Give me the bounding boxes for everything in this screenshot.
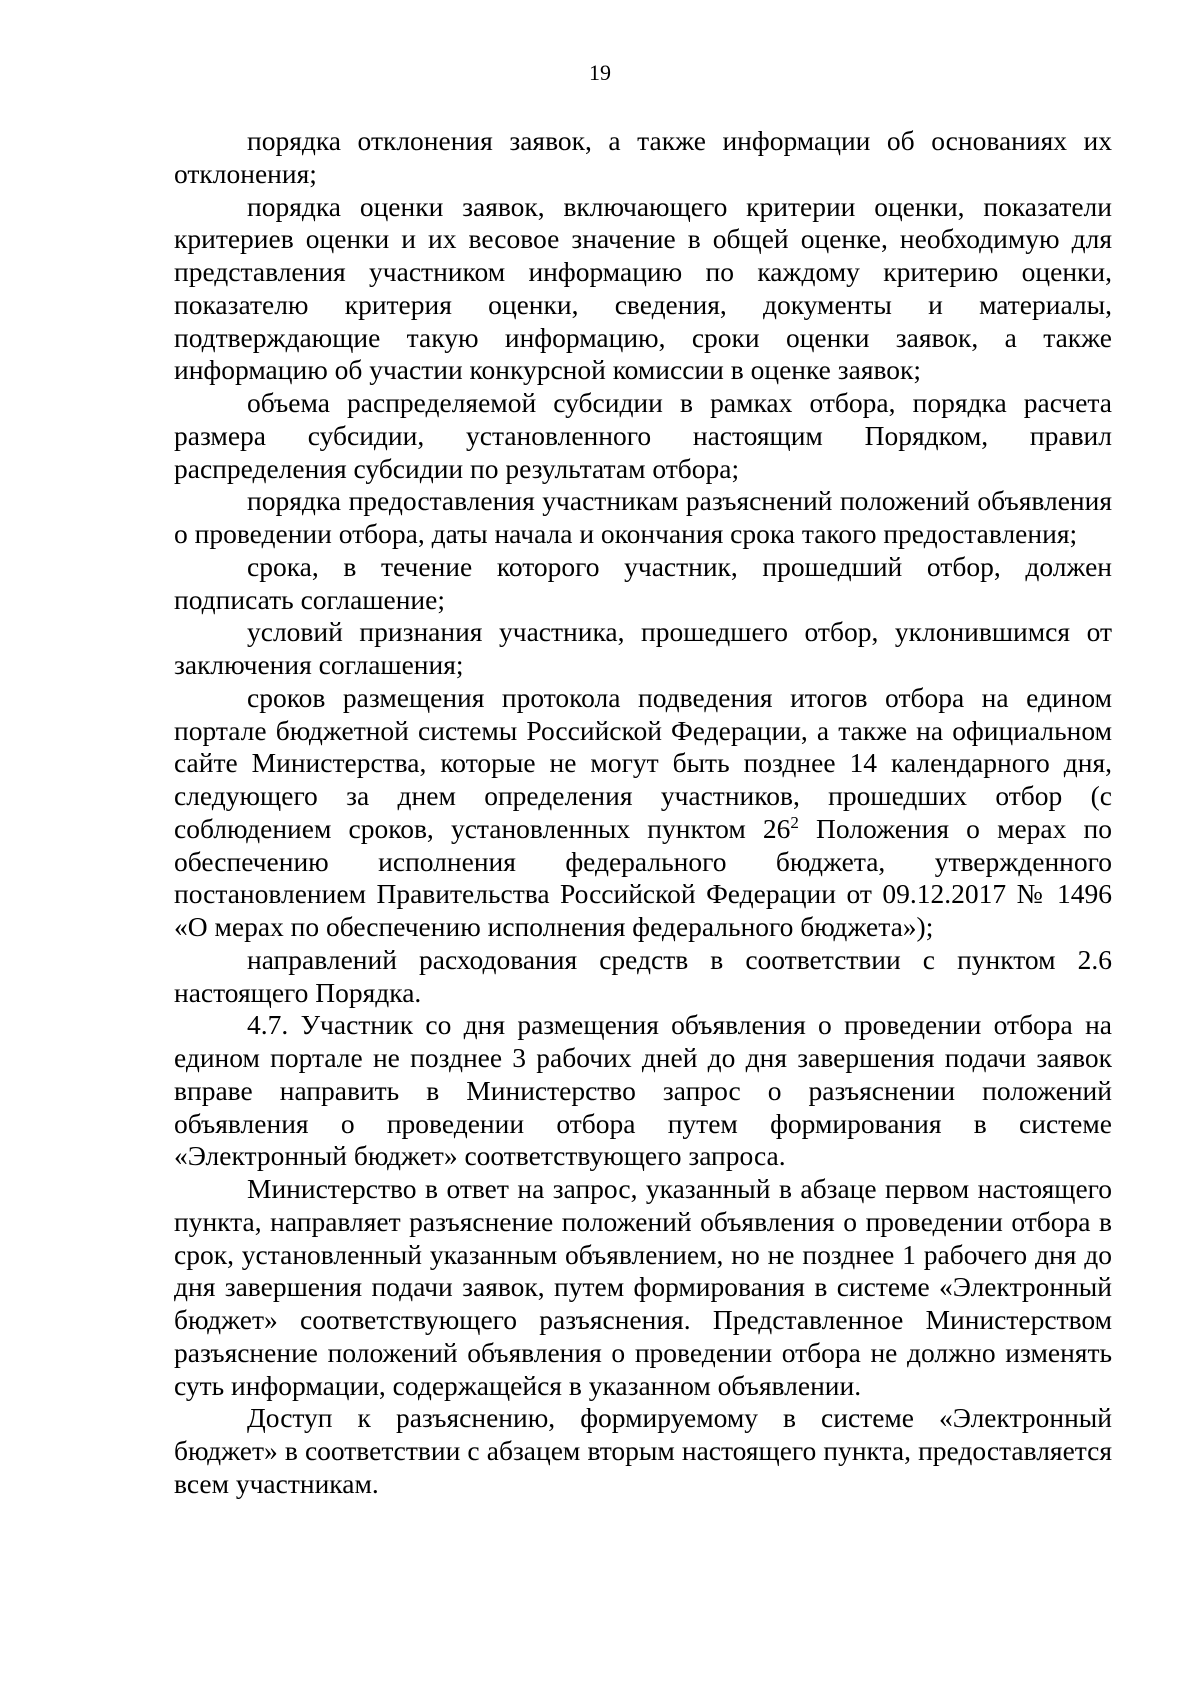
paragraph-ministry-response: Министерство в ответ на запрос, указанный в абзаце первом настоящего пункта, направляет разъяснение положений объявления о проведении отбора в срок, установленный указанным объявлением, но не позднее 1 рабочего дня до дня завершения подачи заявок, путем формирования в системе «Электронный бюджет» соответствующего разъяснения. Представленное Министерством разъяснение положений объявления о проведении отбора не должно изменять суть информации, содержащейся в указанном объявлении. — [174, 1173, 1112, 1401]
paragraph-protocol-terms — [174, 682, 1112, 944]
document-body — [174, 125, 1112, 1501]
paragraph-clarification-access: Доступ к разъяснению, формируемому в системе «Электронный бюджет» в соответствии с абзацем вторым настоящего пункта, предоставляется всем участникам. — [174, 1402, 1112, 1499]
paragraph-evasion-conditions: условий признания участника, прошедшего отбор, уклонившимся от заключения соглашения; — [174, 616, 1112, 680]
page-number: 19 — [589, 60, 611, 85]
paragraph-subsidy-volume: объема распределяемой субсидии в рамках отбора, порядка расчета размера субсидии, установленного настоящим Порядком, правил распределения субсидии по результатам отбора; — [174, 387, 1112, 484]
footnote-superscript: 2 — [790, 812, 799, 832]
paragraph-spending-directions: направлений расходования средств в соответствии с пунктом 2.6 настоящего Порядка. — [174, 943, 1112, 1008]
protocol-text-before: сроков размещения протокола подведения итогов отбора на едином портале бюджетной системы Российской Федерации, а также на официальном сайте Министерства, которые не могут быть позднее 14 календарного дня, следующего за днем определения участников, прошедших отбор (с соблюдением сроков, установленных пунктом 26 — [174, 681, 1112, 844]
paragraph-signing-term: срока, в течение которого участник, прошедший отбор, должен подписать соглашение; — [174, 550, 1112, 615]
paragraph-clarification-order: порядка предоставления участникам разъяснений положений объявления о проведении отбора, даты начала и окончания срока такого предоставления; — [174, 485, 1112, 549]
paragraph-evaluation-order: порядка оценки заявок, включающего критерии оценки, показатели критериев оценки и их весовое значение в общей оценке, необходимую для представления участником информацию по каждому критерию оценки, показателю критерия оценки, сведения, документы и материалы, подтверждающие такую информацию, сроки оценки заявок, а также информацию об участии конкурсной комиссии в оценке заявок; — [174, 190, 1112, 386]
paragraph-rejection-order: порядка отклонения заявок, а также информации об основаниях их отклонения; — [174, 125, 1112, 189]
protocol-text-after: Положения о мерах по обеспечению исполнения федерального бюджета, утвержденного постановлением Правительства Российской Федерации от 09.12.2017 № 1496 «О мерах по обеспечению исполнения федерального бюджета»); — [174, 812, 1112, 942]
paragraph-clause-4-7: 4.7. Участник со дня размещения объявления о проведении отбора на едином портале не позднее 3 рабочих дней до дня завершения подачи заявок вправе направить в Министерство запрос о разъяснении положений объявления о проведении отбора путем формирования в системе «Электронный бюджет» соответствующего запроса. — [174, 1009, 1112, 1172]
